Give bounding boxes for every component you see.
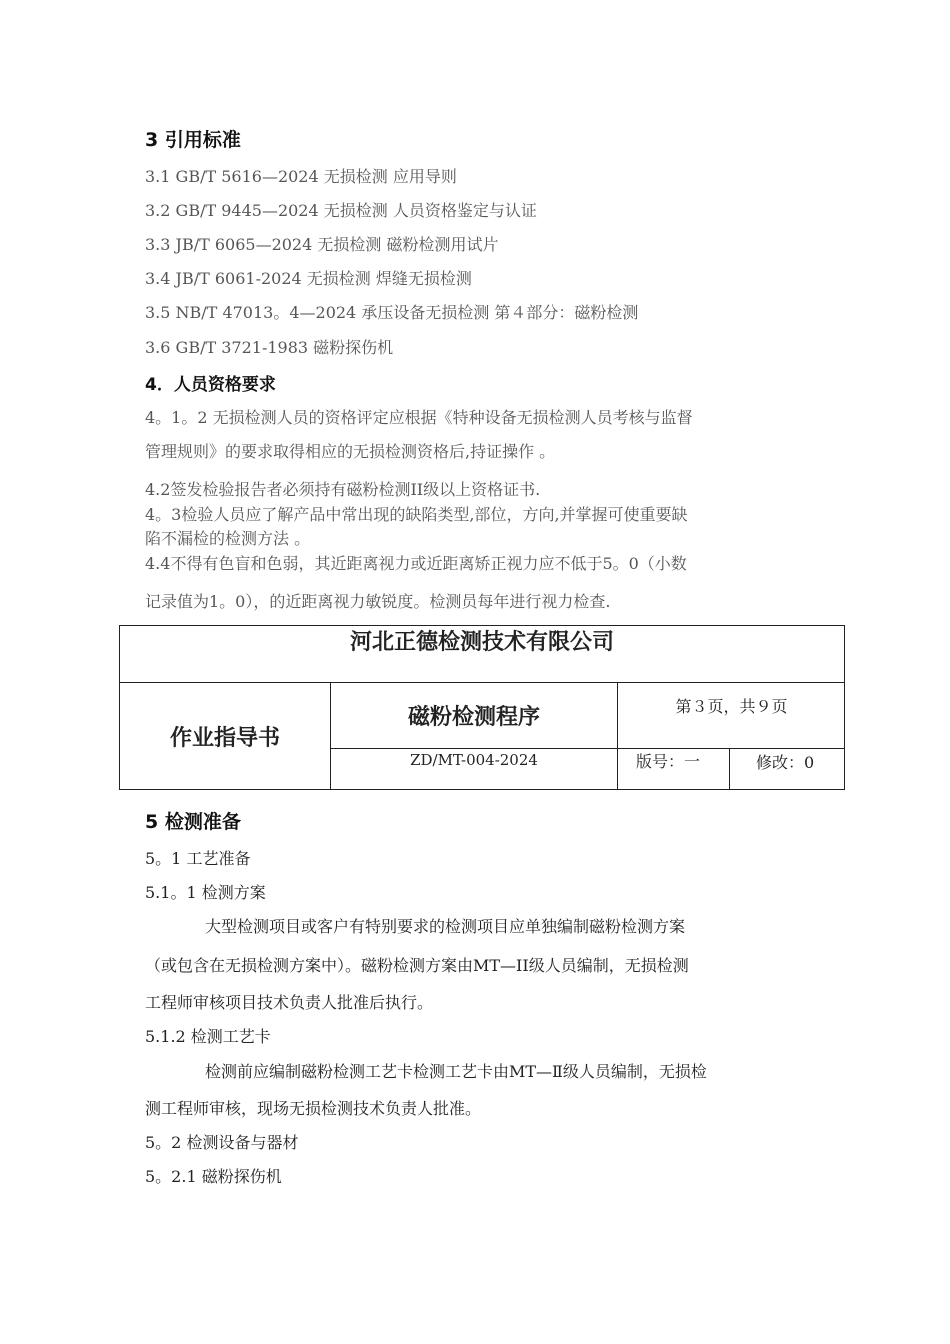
reference-item: 3.3 JB/T 6065—2024 无损检测 磁粉检测用试片	[145, 235, 499, 254]
paragraph-line: 大型检测项目或客户有特别要求的检测项目应单独编制磁粉检测方案	[205, 917, 686, 936]
subsection-heading: 5。1 工艺准备	[145, 849, 251, 868]
reference-item: 3.5 NB/T 47013。4—2024 承压设备无损检测 第４部分：磁粉检测	[145, 303, 639, 322]
subsection-heading: 5.1.2 检测工艺卡	[145, 1027, 271, 1046]
section-3-heading: 3 引用标准	[145, 129, 241, 151]
paragraph-line: 记录值为1。0），的近距离视力敏锐度。检测员每年进行视力检查.	[145, 592, 611, 611]
section-5-heading: 5 检测准备	[145, 811, 241, 833]
subsection-heading: 5。2.1 磁粉探伤机	[145, 1167, 282, 1186]
paragraph-line: 检测前应编制磁粉检测工艺卡检测工艺卡由MT—Ⅱ级人员编制，无损检	[205, 1062, 707, 1081]
paragraph-line: 管理规则》的要求取得相应的无损检测资格后,持证操作 。	[145, 442, 556, 461]
paragraph-line: 4.4不得有色盲和色弱，其近距离视力或近距离矫正视力应不低于5。0（小数	[145, 554, 687, 573]
procedure-title: 磁粉检测程序	[407, 704, 540, 730]
company-name: 河北正德检测技术有限公司	[349, 629, 614, 655]
subsection-heading: 5。2 检测设备与器材	[145, 1133, 299, 1152]
document-number: ZD/MT-004-2024	[410, 751, 538, 769]
document-header-table	[119, 625, 845, 790]
version-number: 版号：一	[636, 751, 701, 771]
paragraph-line: 4。3检验人员应了解产品中常出现的缺陷类型,部位，方向,并掌握可使重要缺	[145, 505, 688, 524]
revision-number: 修改：0	[756, 752, 815, 772]
reference-item: 3.1 GB/T 5616—2024 无损检测 应用导则	[145, 167, 457, 186]
paragraph-line: （或包含在无损检测方案中）。磁粉检测方案由MT—II级人员编制，无损检测	[145, 956, 689, 975]
reference-item: 3.6 GB/T 3721-1983 磁粉探伤机	[145, 338, 394, 357]
paragraph-line: 4。1。2 无损检测人员的资格评定应根据《特种设备无损检测人员考核与监督	[145, 408, 693, 427]
paragraph-line: 测工程师审核，现场无损检测技术负责人批准。	[145, 1099, 482, 1118]
reference-item: 3.2 GB/T 9445—2024 无损检测 人员资格鉴定与认证	[145, 201, 537, 220]
reference-item: 3.4 JB/T 6061-2024 无损检测 焊缝无损检测	[145, 269, 472, 288]
subsection-heading: 5.1。1 检测方案	[145, 883, 266, 902]
page-info: 第３页，共９页	[675, 696, 788, 716]
paragraph-line: 陷不漏检的检测方法 。	[145, 529, 311, 548]
document-type: 作业指导书	[169, 725, 280, 751]
section-4-heading: 4．人员资格要求	[145, 375, 276, 395]
paragraph-line: 工程师审核项目技术负责人批准后执行。	[145, 993, 434, 1012]
paragraph-line: 4.2签发检验报告者必须持有磁粉检测II级以上资格证书.	[145, 480, 541, 499]
